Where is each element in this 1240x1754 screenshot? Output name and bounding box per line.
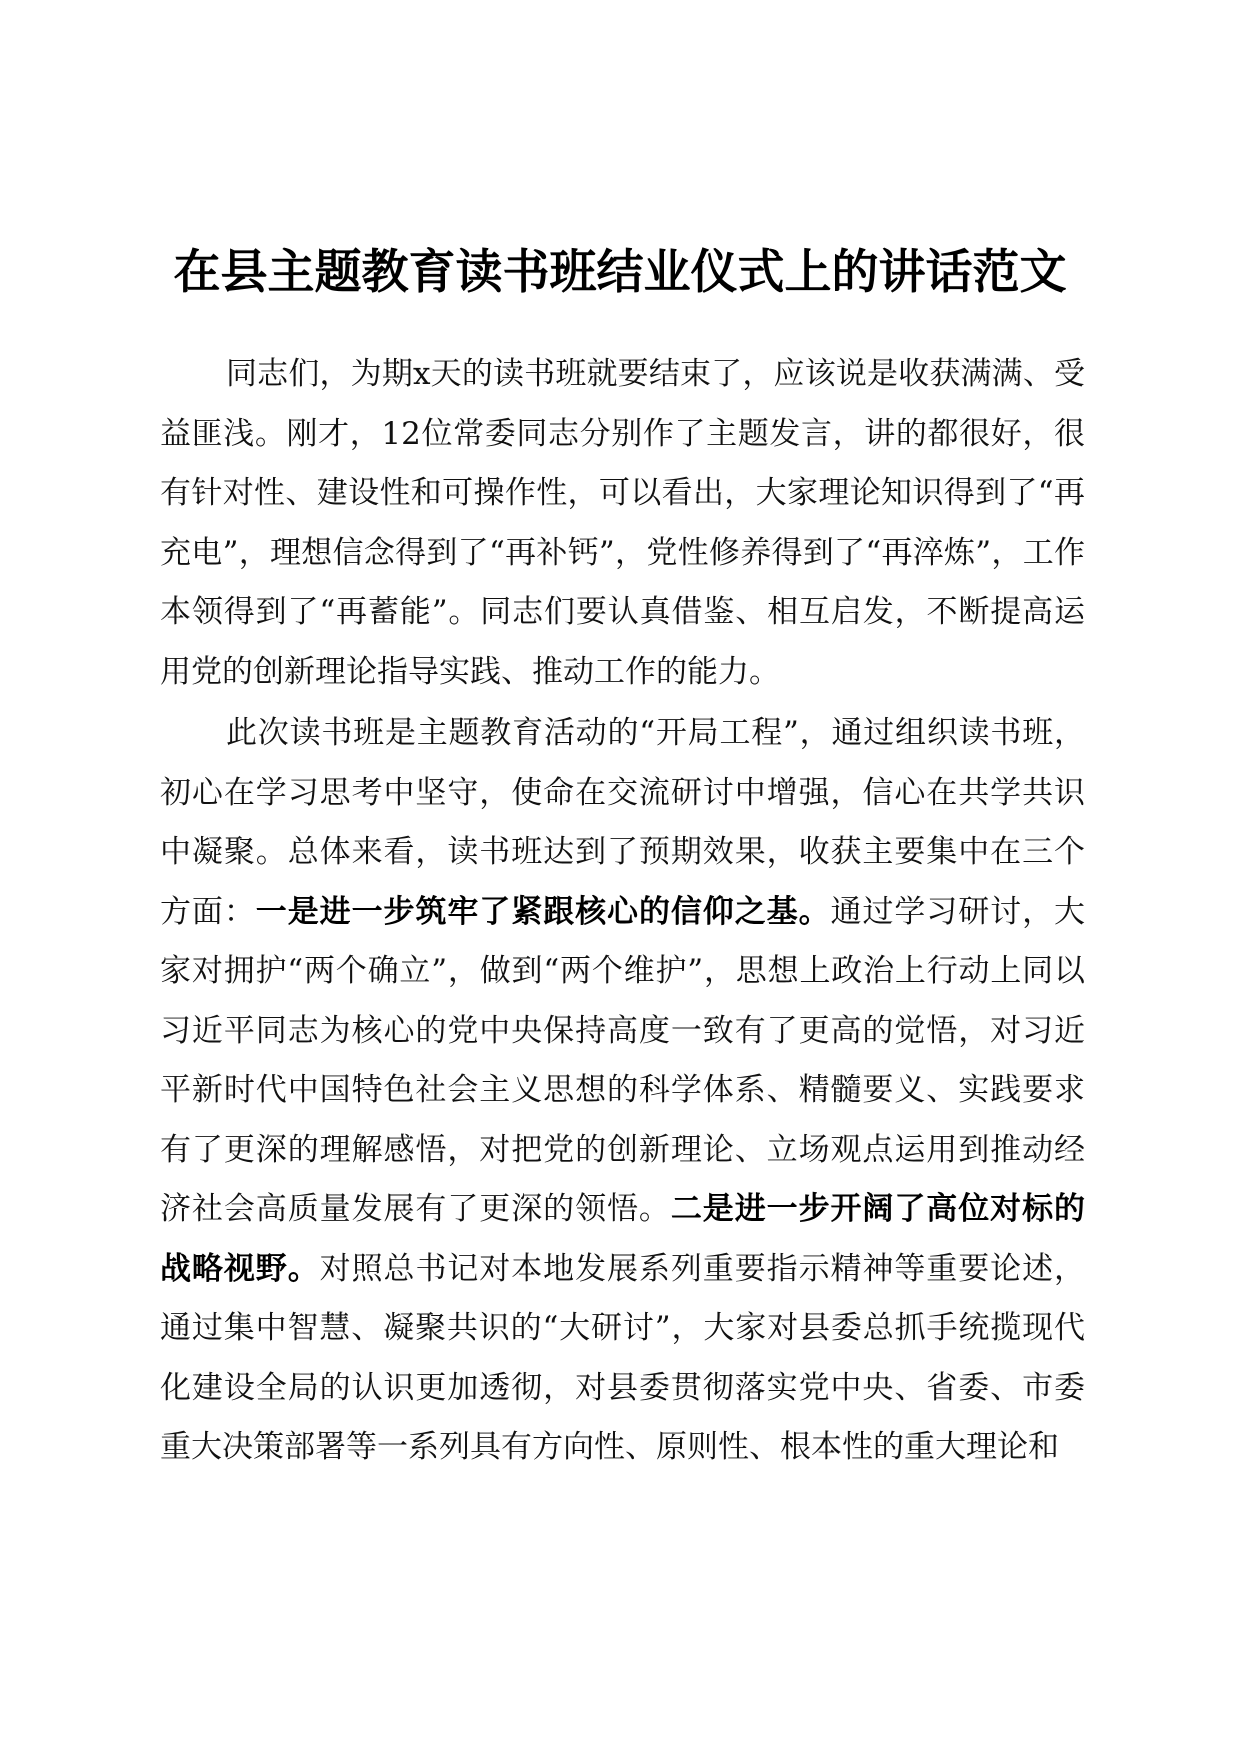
paragraph-1 — [160, 345, 1085, 702]
document-title: 在县主题教育读书班结业仪式上的讲话范文 — [173, 245, 1067, 300]
paragraph-2-text-c: 对照总书记对本地发展系列重要指示精神等重要论述，通过集中智慧、凝聚共识的“大研讨”，大家对县委总抓手统揽现代化建设全局的认识更加透彻，对县委贯彻落实党中央、省委、市委重大决策部署等一系列具有方向性、原则性、根本性的重大理论和 — [160, 1250, 1086, 1465]
bold-point-1: 一是进一步筑牢了紧跟核心的信仰之基。 — [255, 893, 831, 930]
bold-point-2: 二是进一步开阔了高位对标的战略视野。 — [160, 1191, 1086, 1287]
paragraph-1-text: 同志们，为期x天的读书班就要结束了，应该说是收获满满、受益匪浅。刚才，12位常委同志分别作了主题发言，讲的都很好，很有针对性、建设性和可操作性，可以看出，大家理论知识得到了“再充电”，理想信念得到了“再补钙”，党性修养得到了“再淬炼”，工作本领得到了“再蓄能”。同志们要认真借鉴、相互启发，不断提高运用党的创新理论指导实践、推动工作的能力。 — [160, 356, 1085, 690]
paragraph-2 — [160, 704, 1085, 1478]
document-body — [160, 345, 1085, 1478]
paragraph-2-text-b: 通过学习研讨，大家对拥护“两个确立”，做到“两个维护”，思想上政治上行动上同以习近平同志为核心的党中央保持高度一致有了更高的觉悟，对习近平新时代中国特色社会主义思想的科学体系、精髓要义、实践要求有了更深的理解感悟，对把党的创新理论、立场观点运用到推动经济社会高质量发展有了更深的领悟。 — [160, 893, 1086, 1227]
paragraph-2-text-a: 此次读书班是主题教育活动的“开局工程”，通过组织读书班，初心在学习思考中坚守，使命在交流研讨中增强，信心在共学共识中凝聚。总体来看，读书班达到了预期效果，收获主要集中在三个方面： — [160, 715, 1085, 930]
